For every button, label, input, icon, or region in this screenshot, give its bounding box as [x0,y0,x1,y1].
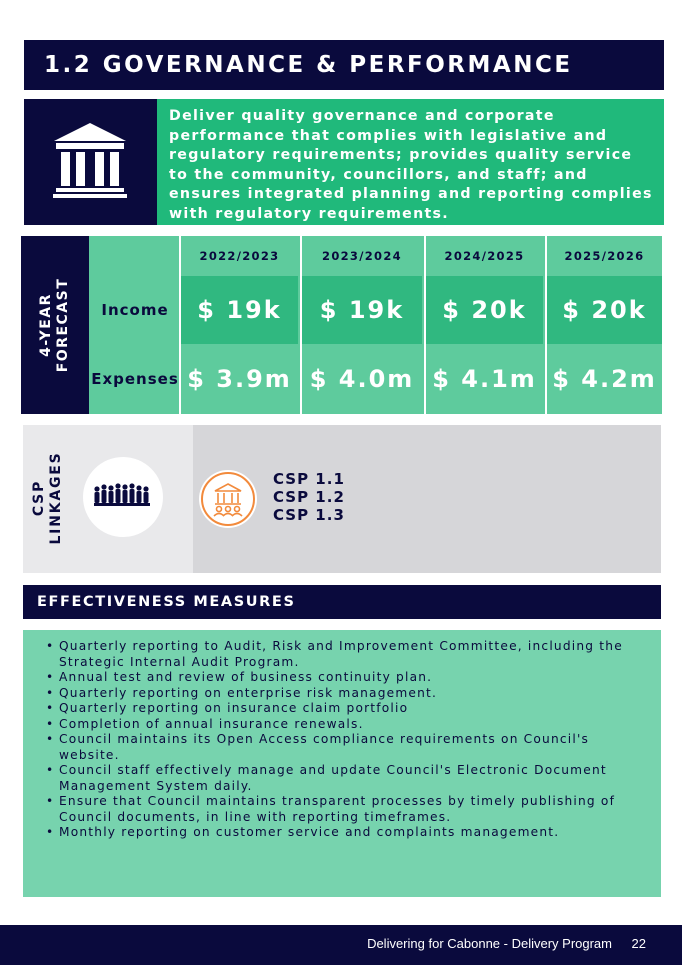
effectiveness-title: EFFECTIVENESS MEASURES [23,585,661,619]
year-header: 2024/2025 [444,249,525,263]
footer-text: Delivering for Cabonne - Delivery Program [367,936,612,951]
building-columns-icon [52,121,128,201]
effectiveness-list [45,639,645,841]
expenses-value: $ 4.1m [432,365,537,393]
government-building-icon [199,470,257,528]
forecast-side-label: 4-YEAR FORECAST [38,277,71,373]
intro-panel [24,99,664,225]
csp-item: CSP 1.2 [273,488,345,506]
page-footer [0,925,682,965]
intro-text: Deliver quality governance and corporate performance that complies with legislative and regulatory requirements; provides quality service to the community, councillors, and staff; and ensures integrated planning and reporting complies with regulatory requirements. [157,99,664,225]
list-item: • Quarterly reporting to Audit, Risk and Improvement Committee, including the Strategic Internal Audit Program. [45,639,645,670]
csp-list [273,470,345,524]
effectiveness-panel [23,630,661,897]
column-divider [424,236,426,414]
page-number: 22 [631,936,646,951]
expenses-value: $ 4.2m [552,365,657,393]
list-item: • Quarterly reporting on insurance claim portfolio [45,701,645,717]
income-value: $ 20k [547,276,662,344]
people-group-icon [83,457,163,537]
section-title: 1.2 GOVERNANCE & PERFORMANCE [24,40,664,90]
income-value: $ 19k [302,276,422,344]
list-item: • Ensure that Council maintains transparent processes by timely publishing of Council documents, in line with reporting timeframes. [45,794,645,825]
column-divider [300,236,302,414]
year-header: 2022/2023 [199,249,280,263]
csp-linkages-panel [23,425,661,573]
column-divider [179,236,181,414]
income-value: $ 19k [181,276,298,344]
list-item: • Council maintains its Open Access compliance requirements on Council's website. [45,732,645,763]
expenses-value: $ 3.9m [187,365,292,393]
csp-left-panel [23,425,193,573]
row-label-income: Income [101,301,169,319]
forecast-side-panel [21,236,89,414]
expenses-value: $ 4.0m [309,365,415,393]
csp-item: CSP 1.1 [273,470,345,488]
csp-side-label: CSP LINKAGES [31,451,64,545]
year-header: 2023/2024 [322,249,402,263]
list-item: • Quarterly reporting on enterprise risk management. [45,686,645,702]
forecast-table [21,236,662,414]
income-value: $ 20k [426,276,543,344]
list-item: • Monthly reporting on customer service and complaints management. [45,825,645,841]
csp-item: CSP 1.3 [273,506,345,524]
row-label-expenses: Expenses [91,370,179,388]
list-item: • Annual test and review of business continuity plan. [45,670,645,686]
list-item: • Completion of annual insurance renewals. [45,717,645,733]
intro-icon-box [24,99,157,225]
year-header: 2025/2026 [564,249,645,263]
list-item: • Council staff effectively manage and update Council's Electronic Document Management System daily. [45,763,645,794]
column-divider [545,236,547,414]
